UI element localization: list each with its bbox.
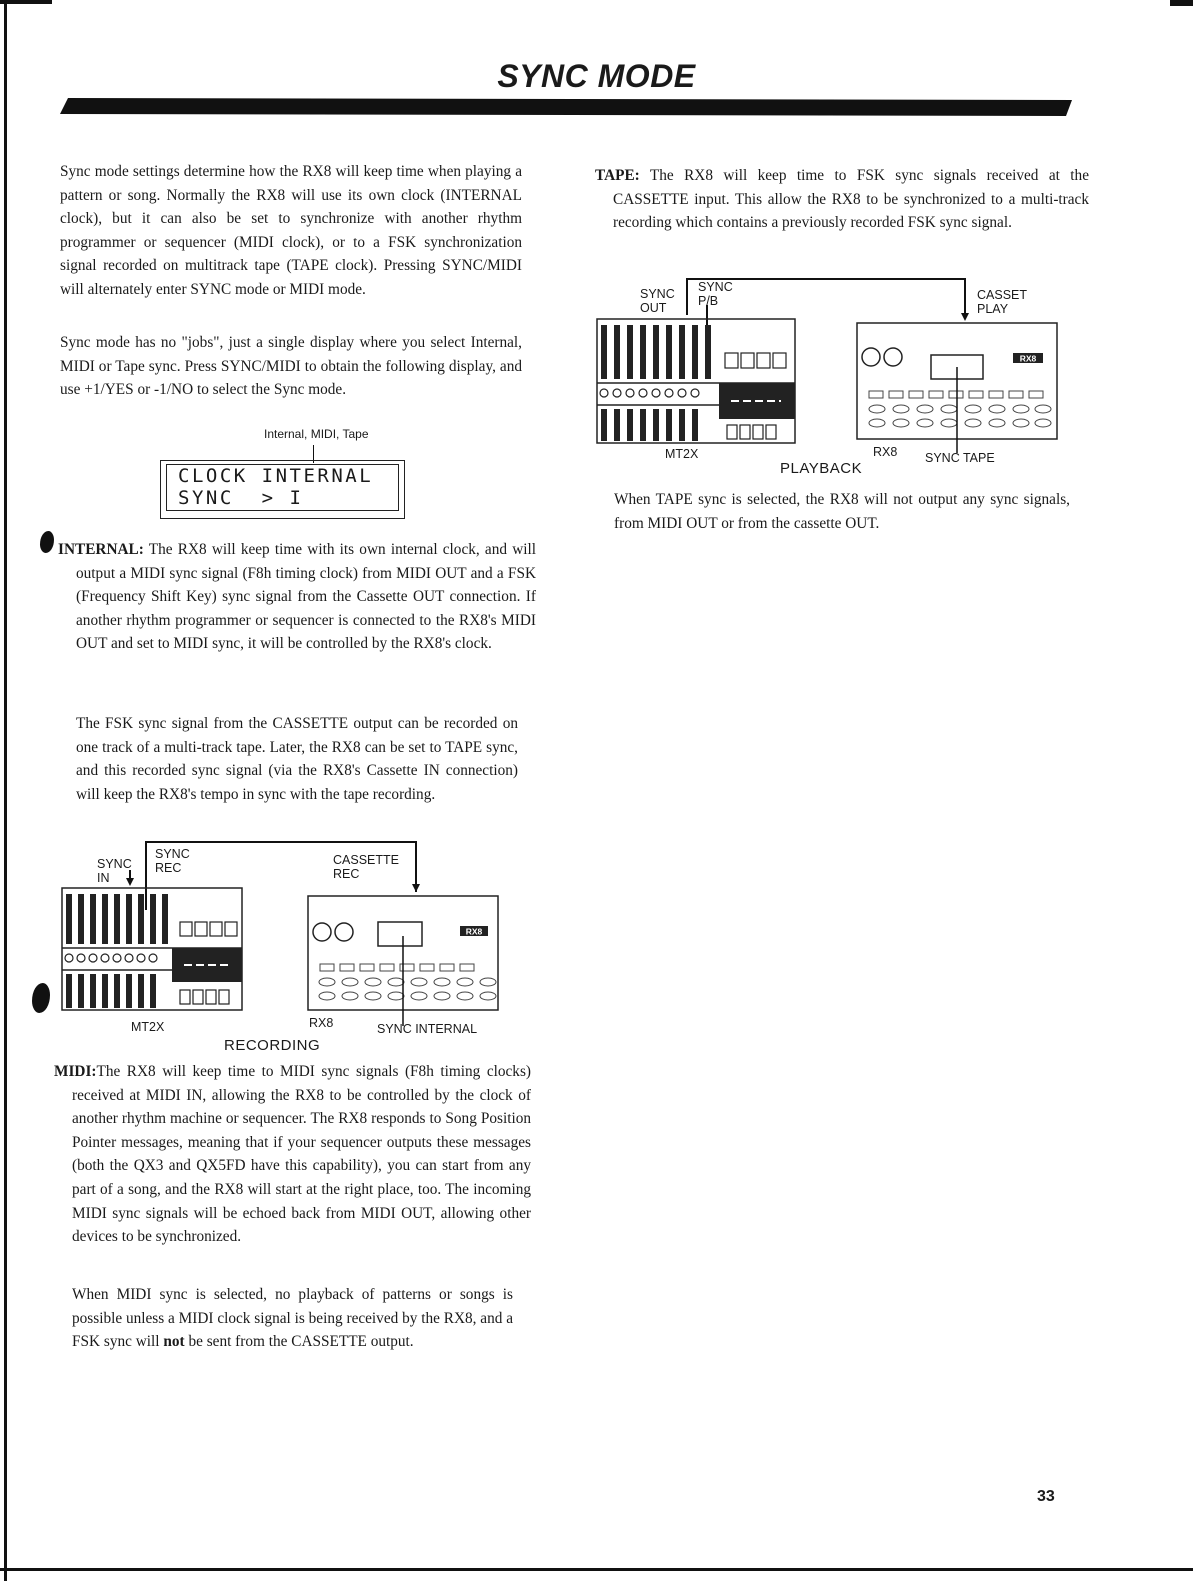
internal-paragraph	[58, 538, 536, 656]
midi-note-post: be sent from the CASSETTE output.	[184, 1333, 414, 1351]
label-sync-in: SYNC IN	[97, 857, 132, 885]
midi-note-bold: not	[163, 1333, 185, 1351]
title-rule	[60, 96, 1072, 116]
page-edge-top	[0, 0, 52, 4]
internal-text: The RX8 will keep time with its own internal clock, and will output a MIDI sync signal (F8h timing clock) from MIDI OUT and a FSK (Frequency Shift Key) sync signal from the Cassette OUT connection. If another rhythm programmer or sequencer is connected to the RX8's MIDI OUT and set to MIDI sync, it will be controlled by the RX8's clock.	[76, 541, 536, 653]
label-sync-pb: SYNC P/B	[698, 280, 733, 308]
tape-text: The RX8 will keep time to FSK sync signals received at the CASSETTE input. This allow the RX8 to be synchronized to a multi-track recording which contains a previously recorded FSK sync signal.	[613, 167, 1089, 232]
label-sync-out: SYNC OUT	[640, 287, 675, 315]
label-rx8: RX8	[873, 445, 898, 459]
binder-hole-mark	[32, 983, 50, 1013]
playback-caption: PLAYBACK	[780, 460, 863, 477]
label-rx8: RX8	[309, 1016, 334, 1030]
recording-caption: RECORDING	[224, 1037, 321, 1054]
midi-note-pre: When MIDI sync is selected, no playback of patterns or songs is possible unless a MIDI clock signal is being received by the RX8, and a FSK sync will	[72, 1286, 513, 1351]
midi-lead: MIDI:	[54, 1063, 97, 1080]
midi-note-paragraph	[72, 1283, 513, 1354]
label-sync-rec: SYNC REC	[155, 847, 190, 875]
internal-lead: INTERNAL:	[58, 541, 144, 558]
intro-paragraph-2: Sync mode has no "jobs", just a single display where you select Internal, MIDI or Tape sync. Press SYNC/MIDI to obtain the following display, and use +1/YES or -1/NO to select the Sync mode.	[60, 334, 522, 399]
lcd-line-2: SYNC > I	[178, 487, 304, 509]
lcd-line-1: CLOCK INTERNAL	[178, 465, 374, 487]
lcd-options-label: Internal, MIDI, Tape	[264, 427, 369, 441]
rx8-logo	[1013, 353, 1043, 364]
rx8-logo-text: RX8	[1019, 353, 1037, 364]
tape-paragraph	[595, 164, 1089, 235]
label-sync-tape: SYNC TAPE	[925, 451, 995, 465]
label-sync-internal: SYNC INTERNAL	[377, 1022, 478, 1036]
rx8-buttons	[319, 964, 496, 1000]
label-mt2x: MT2X	[131, 1020, 165, 1034]
tape-note-paragraph: When TAPE sync is selected, the RX8 will not output any sync signals, from MIDI OUT or from the cassette OUT.	[614, 491, 1070, 532]
label-casset-play: CASSET PLAY	[977, 288, 1028, 316]
rx8-logo-text: RX8	[465, 926, 483, 937]
page-number: 33	[1037, 1488, 1055, 1505]
page-edge-mark	[1170, 0, 1193, 6]
page-edge-bottom	[0, 1568, 1193, 1571]
binder-hole-mark	[40, 531, 54, 553]
midi-text: The RX8 will keep time to MIDI sync signals (F8h timing clocks) received at MIDI IN, allowing the RX8 to be controlled by the clock of another rhythm machine or sequencer. The RX8 responds to Song Position Pointer messages, meaning that if your sequencer outputs these messages (both the QX3 and QX5FD have this capability), you can start from any part of a song, and the RX8 will start at the right place, too. The incoming MIDI sync signals will be echoed back from MIDI OUT, allowing other devices to be synchronized.	[72, 1063, 531, 1246]
label-cassette-rec: CASSETTE REC	[333, 853, 399, 881]
rx8-buttons	[869, 391, 1051, 427]
page-title: SYNC MODE	[497, 58, 696, 94]
tape-lead: TAPE:	[595, 167, 640, 184]
intro-paragraph-1: Sync mode settings determine how the RX8 will keep time when playing a pattern or song. Normally the RX8 will use its own clock (INTERNAL clock), but it can also be set to synchronize with another rhythm programmer or sequencer (MIDI clock), or to a FSK synchronization signal recorded on multitrack tape (TAPE clock). Pressing SYNC/MIDI will alternately enter SYNC mode or MIDI mode.	[60, 163, 522, 298]
midi-paragraph	[54, 1060, 531, 1249]
fsk-paragraph: The FSK sync signal from the CASSETTE output can be recorded on one track of a multi-track tape. Later, the RX8 can be set to TAPE sync, and this recorded sync signal (via the RX8's Cassette IN connection) will keep the RX8's tempo in sync with the tape recording.	[76, 715, 518, 803]
page-edge-left	[4, 0, 7, 1581]
label-mt2x: MT2X	[665, 447, 699, 461]
rx8-logo	[460, 926, 488, 937]
